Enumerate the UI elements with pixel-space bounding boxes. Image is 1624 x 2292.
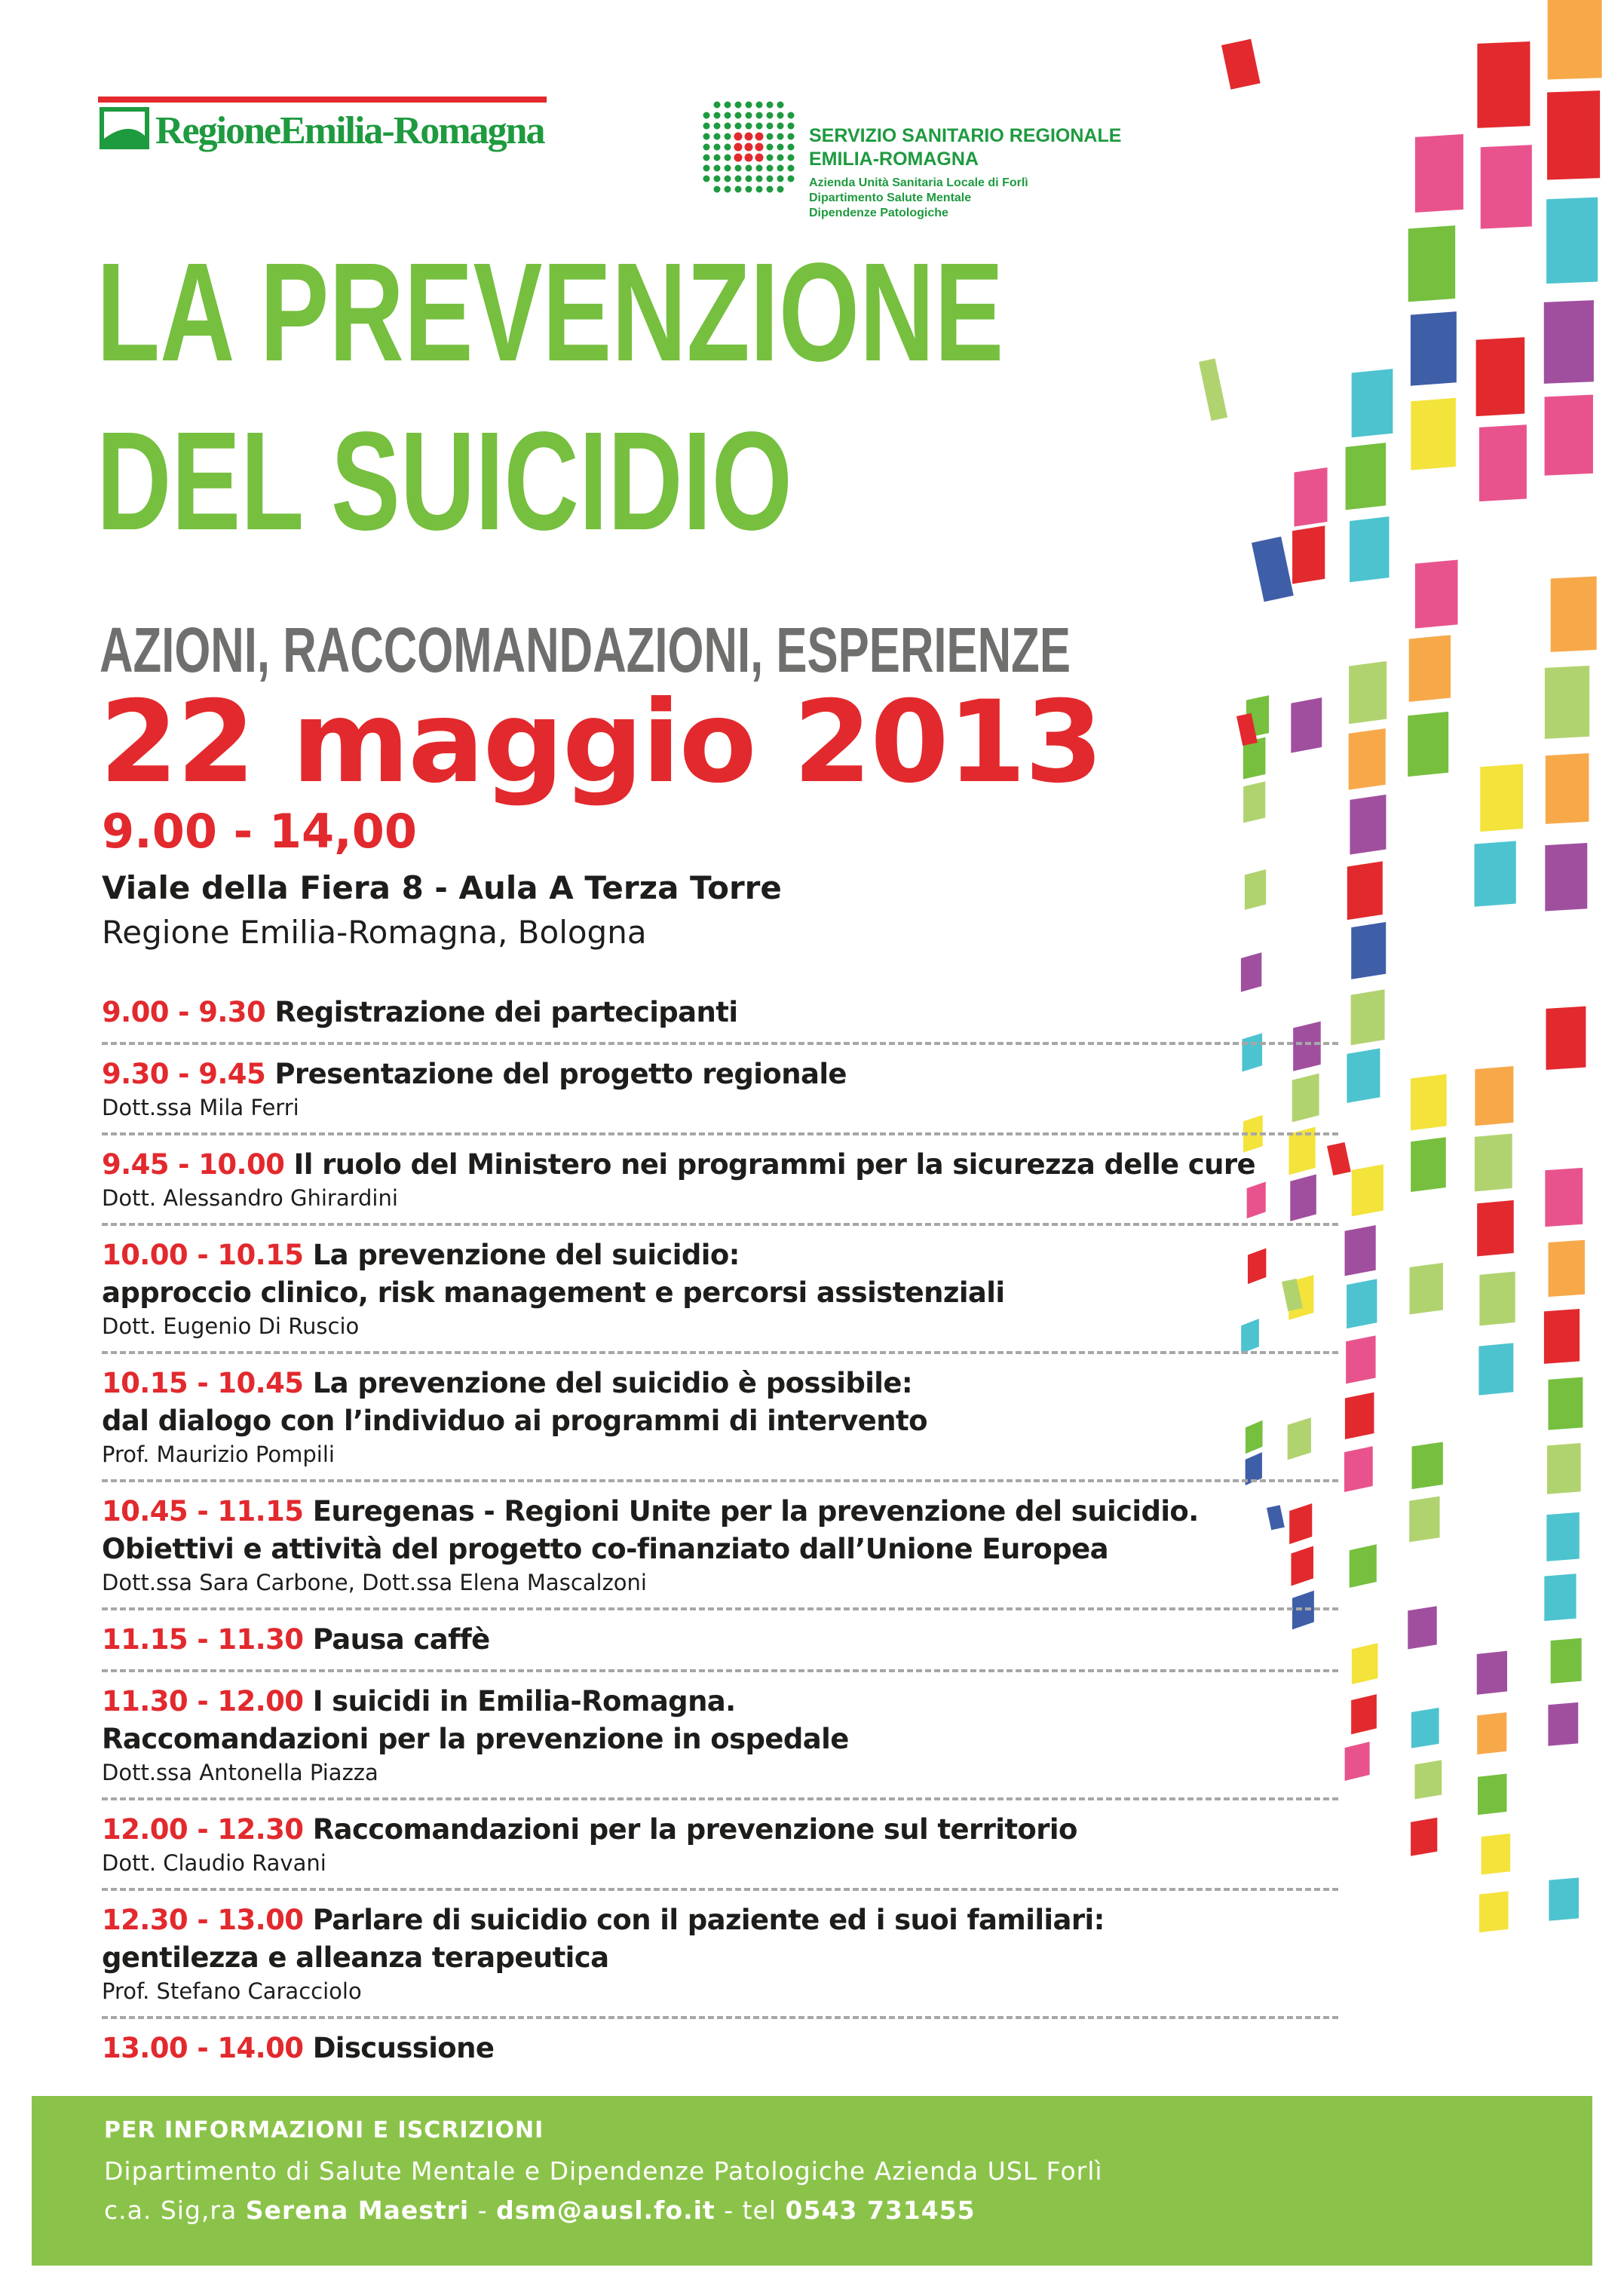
info-footer <box>32 2096 1592 2266</box>
entry-time: 10.00 - 10.15 <box>102 1239 304 1271</box>
entry-time: 13.00 - 14.00 <box>102 2032 304 2064</box>
servizio-line-4: Dipartimento Salute Mentale <box>809 192 972 204</box>
entry-heading <box>102 1621 1338 1659</box>
logo-dot <box>756 102 763 109</box>
entry-speaker: Prof. Stefano Caracciolo <box>102 1978 362 2004</box>
program-entry <box>102 1901 1338 2019</box>
entry-heading <box>102 1146 1338 1184</box>
entry-time: 9.30 - 9.45 <box>102 1058 266 1090</box>
mosaic-tile <box>1243 781 1265 823</box>
mosaic-tile <box>1546 1512 1579 1561</box>
mosaic-tile <box>1345 1742 1370 1781</box>
mosaic-tile <box>1252 537 1294 602</box>
mosaic-tile <box>1477 1651 1507 1695</box>
logo-dot <box>756 165 763 172</box>
logo-dot <box>745 133 753 141</box>
entry-title-continued: dal dialogo con l’individuo ai programmi di intervento <box>102 1405 927 1437</box>
mosaic-tile <box>1349 728 1386 789</box>
mosaic-tile <box>1479 1271 1515 1325</box>
entry-speaker: Dott. Claudio Ravani <box>102 1850 326 1876</box>
entry-title: Il ruolo del Ministero nei programmi per la sicurezza delle cure <box>293 1148 1256 1181</box>
footer-heading: PER INFORMAZIONI E ISCRIZIONI <box>104 2117 544 2143</box>
logo-dot <box>725 123 731 130</box>
entry-heading <box>102 1901 1338 1939</box>
mosaic-tile <box>1346 443 1387 510</box>
mosaic-tile <box>1344 1446 1373 1492</box>
entry-time: 9.45 - 10.00 <box>102 1148 285 1181</box>
logo-dot <box>777 133 784 140</box>
contact-prefix: c.a. Sig,ra <box>104 2195 237 2225</box>
entry-title-continued: gentilezza e alleanza terapeutica <box>102 1941 609 1974</box>
program-entry <box>102 2030 1338 2078</box>
program-entry <box>102 1493 1338 1610</box>
entry-time: 12.00 - 12.30 <box>102 1813 304 1846</box>
mosaic-tile <box>1545 666 1589 739</box>
logo-dot <box>777 102 784 109</box>
logo-dot <box>767 186 774 193</box>
logo-dot <box>703 133 710 140</box>
logo-dot <box>788 155 795 161</box>
entry-heading <box>102 1683 1338 1721</box>
entry-title: Raccomandazioni per la prevenzione sul territorio <box>312 1813 1077 1846</box>
mosaic-tile <box>1221 39 1261 90</box>
logo-dot <box>767 102 774 109</box>
mosaic-tile <box>1544 1309 1580 1364</box>
mosaic-tile <box>1544 300 1594 384</box>
logo-dot <box>746 102 752 109</box>
mosaic-tile <box>1481 145 1532 228</box>
regione-logo-text: RegioneEmilia-Romagna <box>155 109 544 152</box>
mosaic-tile <box>1548 0 1602 79</box>
entry-time: 12.30 - 13.00 <box>102 1904 304 1936</box>
logo-dot <box>734 133 743 141</box>
contact-email[interactable]: dsm@ausl.fo.it <box>496 2195 715 2225</box>
entry-title: Parlare di suicidio con il paziente ed i suoi familiari: <box>312 1904 1105 1936</box>
logo-dot <box>756 186 763 193</box>
logo-dot <box>714 186 721 193</box>
logo-dot <box>788 144 795 151</box>
logo-dot <box>725 102 731 109</box>
servizio-line-5: Dipendenze Patologiche <box>809 207 948 219</box>
logo-dot <box>714 133 721 140</box>
logo-dot <box>746 165 752 172</box>
mosaic-tile <box>1350 1544 1377 1588</box>
logo-dot <box>725 133 731 140</box>
entry-title: Registrazione dei partecipanti <box>274 996 738 1028</box>
regione-emilia-romagna-logo <box>98 97 550 164</box>
logo-dot <box>756 176 763 182</box>
mosaic-tile <box>1350 795 1386 855</box>
mosaic-tile <box>1478 1343 1513 1395</box>
logo-dot <box>767 144 774 151</box>
event-date: 22 maggio 2013 <box>100 677 1102 808</box>
logo-dot <box>745 154 753 162</box>
contact-name: Serena Maestri <box>245 2195 470 2225</box>
logo-dot <box>746 123 752 130</box>
mosaic-tile <box>1410 1263 1443 1315</box>
mosaic-tile <box>1414 1760 1442 1799</box>
entry-heading <box>102 1493 1338 1531</box>
logo-dot <box>777 123 784 130</box>
mosaic-tile <box>1352 1164 1383 1216</box>
logo-dot <box>725 165 731 172</box>
logo-dot <box>703 165 710 172</box>
mosaic-tile <box>1546 1007 1586 1070</box>
entry-title: Euregenas - Regioni Unite per la prevenzione del suicidio. <box>312 1495 1199 1527</box>
logo-dot <box>703 144 710 151</box>
entry-time: 10.45 - 11.15 <box>102 1495 304 1527</box>
logo-dot <box>755 143 764 152</box>
logo-dot <box>735 186 742 193</box>
logo-dot <box>725 186 731 193</box>
logo-dot <box>734 143 743 152</box>
entry-title: La prevenzione del suicidio è possibile: <box>312 1367 913 1399</box>
mosaic-tile <box>1411 1074 1447 1131</box>
mosaic-tile <box>1347 1279 1377 1328</box>
logo-dot <box>777 165 784 172</box>
mosaic-tile <box>1545 843 1587 912</box>
logo-dot <box>777 144 784 151</box>
logo-dot <box>703 112 710 119</box>
logo-dot <box>714 144 721 151</box>
logo-dot <box>734 154 743 162</box>
mosaic-tile <box>1292 526 1325 584</box>
logo-dot <box>746 112 752 119</box>
logo-dot <box>777 176 784 182</box>
program-list <box>102 994 1338 2088</box>
title-line-2: DEL SUICIDIO <box>97 403 792 559</box>
mosaic-tile <box>1551 1638 1582 1684</box>
entry-title-continued: approccio clinico, risk management e percorsi assistenziali <box>102 1276 1005 1309</box>
logo-dot <box>788 112 795 119</box>
mosaic-tile <box>1547 1443 1581 1494</box>
footer-department: Dipartimento di Salute Mentale e Dipendenze Patologiche Azienda USL Forlì <box>104 2156 1103 2186</box>
logo-dot <box>714 123 721 130</box>
contact-separator: - <box>477 2195 488 2225</box>
logo-dot <box>714 176 721 182</box>
logo-dot <box>725 112 731 119</box>
entry-speaker: Dott.ssa Antonella Piazza <box>102 1760 378 1785</box>
servizio-sanitario-logo <box>700 98 1243 230</box>
mosaic-tile <box>1345 1225 1376 1276</box>
mosaic-tile <box>1349 661 1387 724</box>
logo-dot <box>777 112 784 119</box>
entry-time: 9.00 - 9.30 <box>102 996 266 1028</box>
logo-dot <box>746 186 752 193</box>
program-entry <box>102 1683 1338 1800</box>
entry-speaker: Prof. Maurizio Pompili <box>102 1442 335 1467</box>
mosaic-tile <box>1545 394 1593 475</box>
mosaic-tile <box>1411 398 1455 470</box>
logo-dot <box>755 133 764 141</box>
mosaic-tile <box>1411 1708 1439 1748</box>
mosaic-tile <box>1475 841 1516 906</box>
mosaic-tile <box>1409 1497 1439 1543</box>
mosaic-tile <box>1351 922 1386 979</box>
entry-heading <box>102 2030 1338 2067</box>
entry-speaker: Dott.ssa Sara Carbone, Dott.ssa Elena Mascalzoni <box>102 1570 647 1595</box>
event-address: Viale della Fiera 8 - Aula A Terza Torre <box>102 869 782 906</box>
logo-dot <box>756 112 763 119</box>
mosaic-tile <box>1347 1048 1380 1102</box>
logo-dot <box>777 186 784 193</box>
logo-dot <box>788 176 795 182</box>
mosaic-tile <box>1547 90 1600 179</box>
mosaic-tile <box>1548 1377 1583 1430</box>
mosaic-tile <box>1412 1442 1443 1489</box>
mosaic-tile <box>1241 952 1261 992</box>
mosaic-tile <box>1546 753 1589 824</box>
servizio-dots-icon <box>700 98 798 196</box>
event-hours: 9.00 - 14,00 <box>102 804 417 859</box>
mosaic-tile <box>1350 516 1389 582</box>
mosaic-tile <box>1199 358 1227 421</box>
logo-dot <box>745 143 753 152</box>
entry-heading <box>102 1365 1338 1402</box>
logo-dot <box>735 123 742 130</box>
mosaic-tile <box>1346 1335 1375 1383</box>
entry-speaker: Dott. Alessandro Ghirardini <box>102 1185 398 1211</box>
mosaic-tile <box>1415 559 1458 628</box>
logo-dot <box>735 176 742 182</box>
mosaic-tile <box>1549 1877 1579 1920</box>
entry-time: 11.30 - 12.00 <box>102 1685 304 1717</box>
program-entry <box>102 994 1338 1045</box>
mosaic-tile <box>1408 712 1448 777</box>
servizio-line-3: Azienda Unità Sanitaria Locale di Forlì <box>809 176 1028 189</box>
logo-dot <box>767 176 774 182</box>
mosaic-tile <box>1478 1773 1507 1815</box>
subtitle: AZIONI, RACCOMANDAZIONI, ESPERIENZE <box>100 614 1071 685</box>
mosaic-tile <box>1411 311 1457 386</box>
entry-title-continued: Obiettivi e attività del progetto co-finanziato dall’Unione Europea <box>102 1533 1108 1565</box>
mosaic-tile <box>1480 764 1523 832</box>
program-entry <box>102 1621 1338 1672</box>
logo-dot <box>703 155 710 161</box>
logo-dot <box>777 155 784 161</box>
mosaic-tile <box>1548 1702 1578 1746</box>
event-city: Regione Emilia-Romagna, Bologna <box>102 914 647 951</box>
mosaic-tile <box>1475 1134 1512 1192</box>
logo-dot <box>767 165 774 172</box>
entry-speaker: Dott.ssa Mila Ferri <box>102 1095 299 1120</box>
mosaic-tile <box>1347 861 1383 920</box>
entry-title: I suicidi in Emilia-Romagna. <box>312 1685 736 1717</box>
mosaic-tile <box>1545 1168 1583 1227</box>
mosaic-tile <box>1345 1393 1374 1439</box>
logo-dot <box>767 123 774 130</box>
program-entry <box>102 1365 1338 1482</box>
mosaic-tile <box>1411 1818 1437 1856</box>
logo-dot <box>767 112 774 119</box>
logo-dot <box>714 165 721 172</box>
mosaic-tile <box>1415 134 1463 213</box>
logo-dot <box>735 112 742 119</box>
logo-dot <box>788 133 795 140</box>
mosaic-tile <box>1479 1891 1509 1932</box>
mosaic-tile <box>1352 1643 1378 1684</box>
logo-dot <box>725 144 731 151</box>
mosaic-tile <box>1409 635 1451 702</box>
servizio-line-2: EMILIA-ROMAGNA <box>809 149 979 170</box>
regione-flag-icon <box>98 106 151 151</box>
entry-title: La prevenzione del suicidio: <box>312 1239 740 1271</box>
logo-dot <box>767 155 774 161</box>
mosaic-tile <box>1352 369 1393 437</box>
mosaic-tile <box>1476 337 1525 416</box>
mosaic-tile <box>1546 198 1598 284</box>
logo-dot <box>788 165 795 172</box>
mosaic-tile <box>1408 1606 1436 1649</box>
mosaic-tile <box>1351 1694 1377 1734</box>
entry-speaker: Dott. Eugenio Di Ruscio <box>102 1313 360 1339</box>
footer-contact <box>104 2195 976 2225</box>
mosaic-tile <box>1549 1240 1586 1298</box>
logo-dot <box>714 155 721 161</box>
logo-dot <box>703 123 710 130</box>
program-entry <box>102 1811 1338 1891</box>
program-entry <box>102 1056 1338 1135</box>
logo-dot <box>756 123 763 130</box>
mosaic-tile <box>1475 1066 1513 1126</box>
entry-heading <box>102 1236 1338 1274</box>
entry-title: Discussione <box>312 2032 495 2064</box>
logo-dot <box>703 176 710 182</box>
contact-separator: - tel <box>724 2195 777 2225</box>
mosaic-tile <box>1479 424 1527 501</box>
mosaic-tile <box>1551 576 1597 651</box>
logo-dot <box>725 176 731 182</box>
title-line-1: LA PREVENZIONE <box>97 234 1004 391</box>
logo-dot <box>767 133 774 140</box>
program-entry <box>102 1146 1338 1226</box>
entry-heading <box>102 1056 1338 1093</box>
entry-time: 11.15 - 11.30 <box>102 1623 304 1656</box>
logo-dot <box>714 112 721 119</box>
mosaic-tile <box>1477 1712 1506 1754</box>
logo-dot <box>735 165 742 172</box>
logo-dot <box>714 102 721 109</box>
mosaic-tile <box>1291 697 1322 752</box>
entry-time: 10.15 - 10.45 <box>102 1367 304 1399</box>
mosaic-tile <box>1411 1137 1446 1192</box>
mosaic-tile <box>1477 41 1530 128</box>
entry-heading <box>102 1811 1338 1849</box>
mosaic-tile <box>1408 225 1455 302</box>
logo-dot <box>746 176 752 182</box>
logo-red-bar <box>98 97 547 103</box>
mosaic-tile <box>1245 869 1266 910</box>
mosaic-tile <box>1482 1834 1511 1875</box>
entry-heading <box>102 994 1338 1031</box>
entry-title: Pausa caffè <box>312 1623 490 1656</box>
logo-dot <box>725 155 731 161</box>
logo-dot <box>788 123 795 130</box>
mosaic-tile <box>1477 1200 1514 1256</box>
contact-phone: 0543 731455 <box>785 2195 976 2225</box>
mosaic-tile <box>1351 989 1385 1045</box>
servizio-line-1: SERVIZIO SANITARIO REGIONALE <box>809 125 1122 146</box>
mosaic-tile <box>1294 467 1327 526</box>
entry-title: Presentazione del progetto regionale <box>274 1058 847 1090</box>
logo-dot <box>755 154 764 162</box>
entry-title-continued: Raccomandazioni per la prevenzione in ospedale <box>102 1723 849 1755</box>
program-entry <box>102 1236 1338 1354</box>
logo-dot <box>735 102 742 109</box>
mosaic-tile <box>1544 1573 1576 1621</box>
